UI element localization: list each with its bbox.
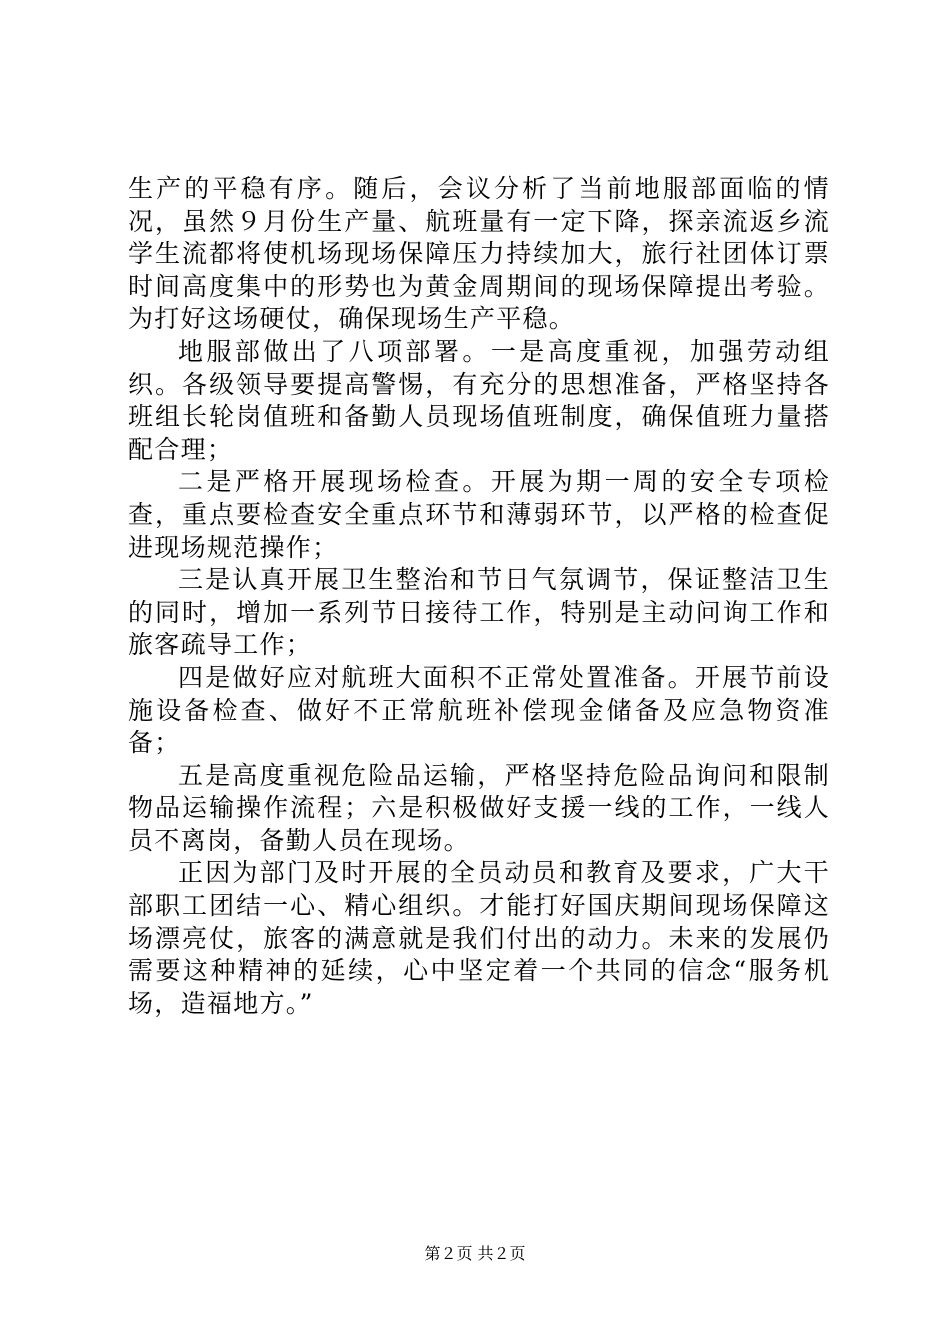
page-number-footer: 第２页 共２页 [424, 1244, 526, 1263]
paragraph-1: 生产的平稳有序。随后，会议分析了当前地服部面临的情况，虽然９月份生产量、航班量有一定下降，探亲流返乡流学生流都将使机场现场保障压力持续加大，旅行社团体订票时间高度集中的形势也为黄金周期间的现场保障提出考验。为打好这场硬仗，确保现场生产平稳。 [128, 174, 830, 334]
paragraph-4: 三是认真开展卫生整治和节日气氛调节，保证整洁卫生的同时，增加一系列节日接待工作，特别是主动问询工作和旅客疏导工作； [128, 565, 830, 660]
paragraph-2: 地服部做出了八项部署。一是高度重视，加强劳动组织。各级领导要提高警惕，有充分的思想准备，严格坚持各班组长轮岗值班和备勤人员现场值班制度，确保值班力量搭配合理； [128, 336, 830, 464]
paragraph-6: 五是高度重视危险品运输，严格坚持危险品询问和限制物品运输操作流程；六是积极做好支援一线的工作，一线人员不离岗，备勤人员在现场。 [128, 760, 830, 855]
paragraph-5: 四是做好应对航班大面积不正常处置准备。开展节前设施设备检查、做好不正常航班补偿现金储备及应急物资准备； [128, 662, 830, 758]
paragraph-7: 正因为部门及时开展的全员动员和教育及要求，广大干部职工团结一心、精心组织。才能打好国庆期间现场保障这场漂亮仗，旅客的满意就是我们付出的动力。未来的发展仍需要这种精神的延续，心中坚定着一个共同的信念“服务机场，造福地方。” [128, 858, 830, 1018]
document-body [128, 173, 830, 1020]
paragraph-3: 二是严格开展现场检查。开展为期一周的安全专项检查，重点要检查安全重点环节和薄弱环节，以严格的检查促进现场规范操作； [128, 467, 830, 562]
